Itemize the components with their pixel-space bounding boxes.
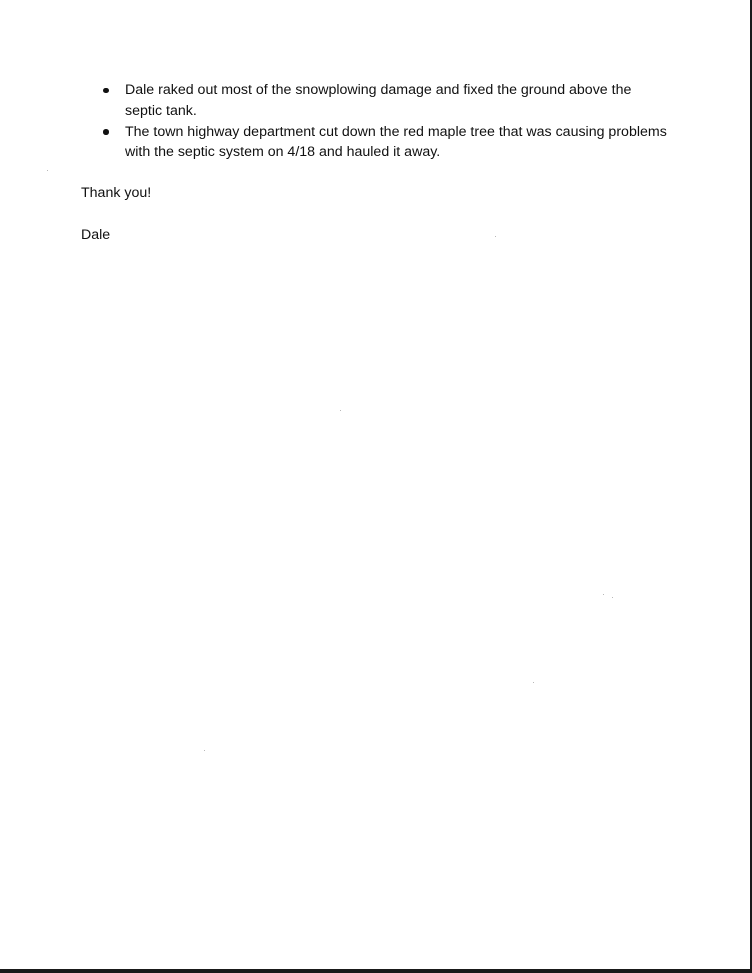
scan-speck xyxy=(204,750,205,751)
scan-speck xyxy=(612,597,613,598)
bullet-list xyxy=(100,80,670,163)
scan-edge-bottom xyxy=(0,969,752,973)
scan-speck xyxy=(495,236,496,237)
scan-speck xyxy=(533,682,534,683)
scan-speck xyxy=(47,170,48,171)
list-item xyxy=(100,122,670,163)
signature: Dale xyxy=(81,227,111,243)
scan-speck xyxy=(603,594,604,595)
bullet-icon xyxy=(103,88,109,94)
list-item xyxy=(100,80,670,121)
bullet-text: The town highway department cut down the red maple tree that was causing problems with the septic system on 4/18 and hauled it away. xyxy=(125,123,667,160)
bullet-text: Dale raked out most of the snowplowing damage and fixed the ground above the septic tank. xyxy=(125,82,632,119)
closing-line: Thank you! xyxy=(81,185,152,201)
scan-speck xyxy=(340,410,341,411)
bullet-icon xyxy=(103,129,109,135)
